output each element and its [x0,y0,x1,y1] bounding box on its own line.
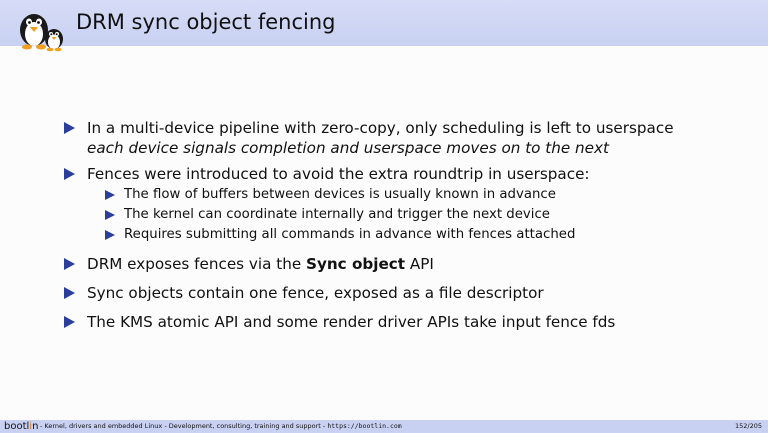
bullet-item-pipeline [64,118,754,158]
sub-bullet-text: The flow of buffers between devices is usually known in advance [124,187,556,202]
bullet-text: API [409,255,434,273]
triangle-bullet-icon [64,122,75,134]
brand-text-accent: i [29,421,33,432]
triangle-bullet-icon [64,168,75,180]
footer-url-link[interactable]: https://bootlin.com [327,422,402,430]
bullet-text: Fences were introduced to avoid the extra roundtrip in userspace: [87,165,590,183]
brand-text: bootl [4,421,30,432]
bootlin-logo [4,420,38,433]
bullet-list [64,118,754,332]
triangle-bullet-icon [105,230,115,240]
sub-bullet-item [64,225,754,245]
slide-header [0,0,768,46]
triangle-bullet-icon [64,258,75,270]
penguin-logo-icon [12,6,68,54]
brand-text: n [32,421,39,432]
bullet-text: The KMS atomic API and some render driver APIs take input fence fds [87,313,616,331]
footer-text: - Kernel, drivers and embedded Linux - Development, consulting, training and support - [40,422,326,430]
triangle-bullet-icon [105,190,115,200]
sub-bullet-item [64,185,754,205]
bullet-text: DRM exposes fences via the [87,255,302,273]
bullet-text-italic: each device signals completion and userspace moves on to the next [87,139,609,157]
sub-bullet-text: The kernel can coordinate internally and trigger the next device [124,207,550,222]
bullet-text: In a multi-device pipeline with zero-copy, only scheduling is left to userspace [87,119,674,137]
bullet-item-fd [64,283,754,303]
bullet-text-bold: Sync object [306,255,406,273]
triangle-bullet-icon [64,287,75,299]
bullet-text: Sync objects contain one fence, exposed as a file descriptor [87,284,544,302]
triangle-bullet-icon [64,316,75,328]
footer-text-block [40,420,402,433]
bullet-item-fences [64,164,754,184]
bullet-item-sync-object [64,254,754,274]
slide-footer [0,420,768,433]
triangle-bullet-icon [105,210,115,220]
sub-bullet-text: Requires submitting all commands in advance with fences attached [124,227,576,242]
slide-title: DRM sync object fencing [76,10,336,34]
page-number: 152/205 [734,422,762,430]
sub-bullet-item [64,205,754,225]
bullet-item-kms [64,312,754,332]
